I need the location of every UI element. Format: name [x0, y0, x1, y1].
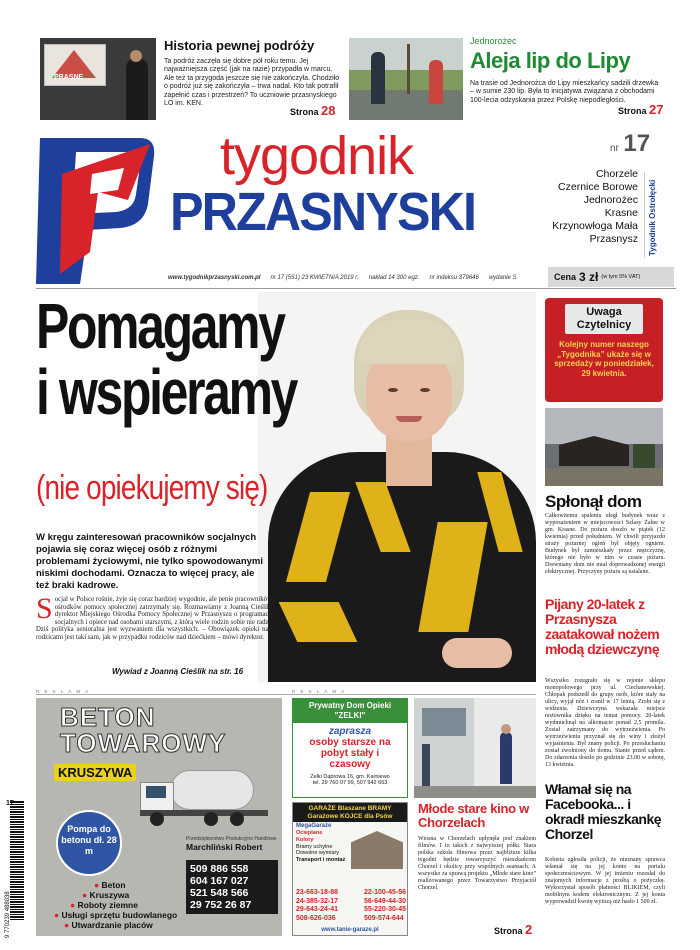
lead-photo	[258, 292, 536, 682]
price-label: Cena	[554, 272, 577, 282]
page-label: Strona	[618, 106, 647, 116]
ad-garaze[interactable]	[292, 802, 408, 936]
lead-footer[interactable]: Wywiad z Joanną Cieślik na str. 16	[112, 667, 244, 676]
garaze-item: Dowolne wymiary	[296, 850, 340, 857]
nr-label: nr	[610, 143, 619, 154]
notice-title: Uwaga Czytelnicy	[565, 304, 643, 334]
barcode	[6, 800, 28, 940]
phone[interactable]: 604 167 027	[190, 875, 249, 887]
side-logo-text: Tygodnik Ostrołęcki	[648, 179, 657, 256]
service-item: Roboty ziemne	[77, 900, 138, 910]
ad-garaze-url[interactable]: www.tanie-garaze.pl	[321, 927, 379, 933]
price-vat: (w tym 5% VAT)	[601, 274, 641, 280]
pompa-text: Pompa do betonu dł. 28 m	[61, 824, 117, 856]
town: Chorzele	[595, 168, 638, 180]
notice-box	[545, 298, 663, 402]
phone[interactable]: 509 886 558	[190, 863, 249, 875]
fire-photo	[545, 408, 663, 486]
bullet-icon: ●	[70, 900, 76, 910]
barcode-issue: 17	[6, 800, 14, 807]
nr-value: 17	[623, 130, 651, 157]
teaser-right-title[interactable]: Aleja lip do Lipy	[470, 48, 631, 73]
phone[interactable]: 29 752 26 87	[190, 899, 252, 911]
edition: wydanie S	[488, 275, 517, 281]
lead-body-text: ocjal w Polsce rośnie, żyje się coraz bardziej wygodnie, ale penie pracowników ośrodków pomocy społecznej zatrzymały się. Rozmawiamy z Joanną Cieślik, dyrektor Miejskiego Ośrodka Pomocy Społecznej w Przasnyszu o programach socjalnych i opiece nad osobami starszymi, z którą wiele rodzin sobie nie radzi. Dziś polityka senioralna jest wyzwaniem dla wszystkich. – Obowiązek opieki nad rodzicami jest taki sam, jak w przypadku rodziców nad dziećkiem – mówi dyrektor.	[36, 596, 272, 641]
garaze-item: Kolory	[296, 836, 314, 843]
masthead-rule	[36, 288, 676, 289]
ad-beton-title-1: BETON	[60, 702, 156, 732]
teaser-left-text: Ta podróż zaczęła się dobre pół roku temu. Jej najważniejsza część (jak na razie) przypadła w marcu. Ale też ta przygoda jeszcze się nie zakończyła. Chodziło o podróż już się zakończyła – trwa nadal. Kto tak potrafił zapełnić czas i przestrzeń? To uczniowie przasnyskiego LO im. KEN.	[164, 58, 340, 108]
ad-label-right: R E K L A M A	[292, 689, 347, 694]
town: Przasnysz	[589, 233, 638, 245]
masthead-title-top: tygodnik	[220, 126, 414, 186]
company-name: Marchliński Robert	[186, 842, 263, 852]
price-box	[548, 267, 674, 287]
slide-text: PRASNE	[54, 74, 84, 81]
town: Czernice Borowe	[558, 181, 638, 193]
info-bar	[168, 272, 544, 284]
page-number: 28	[321, 103, 336, 118]
phone[interactable]: 56-649-44-30	[363, 897, 406, 905]
lead-headline-1: Pomagamy	[36, 290, 284, 362]
print-run: nakład 14 300 egz.	[368, 275, 420, 281]
phone[interactable]: 23-663-18-88	[296, 889, 339, 896]
phone[interactable]: 508-626-036	[296, 914, 336, 922]
page-label: Strona	[290, 107, 319, 117]
phone[interactable]: 29-643-24-41	[296, 906, 339, 913]
ad-beton-kruszywa: KRUSZYWA	[54, 764, 136, 781]
service-item: Utwardzanie placów	[71, 920, 153, 930]
teaser-left-page	[290, 103, 336, 118]
teaser-right-text: Na trasie od Jednorożca do Lipy mieszkańcy sadzili drzewka – w sumie 230 lip. Była to inicjatywa związana z obchodami 100-lecia odzyskania przez Polskę niepodległości.	[470, 80, 659, 104]
phone[interactable]: 521 548 566	[190, 887, 249, 899]
ad-zelki-address: Zelki Dąbrowa 16, gm. Karniewo	[310, 774, 390, 780]
phone[interactable]: 55-220-30-45	[363, 906, 406, 913]
ad-zelki-text: osoby starsze na pobyt stały i czasowy	[309, 737, 391, 770]
fire-text: Całkowitemu spaleniu uległ budynek wraz z wyposażeniem w miejscowości Szlasy Żalne w gm. Krasne. Do pożaru doszło w piątek (12 kwietnia) przed południem. W chwili przyjazdu straży pożarnej ogień był objęty ogniem. Budynek był zamieszkały przez mężczyznę, którego nie było w nim w czasie pożaru. Drewniany dom nie miał doprowadzonej energii elektrycznej. Przyczyny pożaru są ustalane.	[545, 513, 665, 575]
garaze-item: Transport i montaż	[296, 857, 346, 864]
garaze-item: Ocieplane	[296, 830, 323, 836]
company-small: Przedsiębiorstwo Produkcyjno Handlowe	[186, 836, 277, 842]
bullet-icon: ●	[54, 910, 60, 920]
issue-number	[610, 130, 650, 158]
page-number: 2	[525, 922, 533, 937]
ad-beton-company	[186, 836, 278, 852]
service-item: Kruszywa	[89, 890, 130, 900]
lead-intro: W kręgu zainteresowań pracowników socjalnych pojawia się coraz więcej osób z różnymi problemami życiowymi, nie tylko spowodowanymi niskimi dochodami. Oznacza to więcej pracy, ale też braki kadrowe.	[36, 532, 263, 591]
kino-photo	[414, 698, 536, 798]
bullet-icon: ●	[94, 880, 100, 890]
side-logo	[644, 172, 662, 258]
ad-zelki-phones: tel. 29 760 07 99, 507 942 663	[312, 780, 388, 786]
page-number: 27	[649, 102, 664, 117]
page-label: Strona	[494, 926, 523, 936]
ad-beton[interactable]	[36, 698, 282, 936]
phone[interactable]: 509-574-644	[363, 914, 404, 922]
service-item: Beton	[101, 880, 126, 890]
teaser-right-kicker: Jednorożec	[470, 36, 517, 46]
kino-page	[494, 922, 532, 937]
bullet-icon: ●	[64, 920, 70, 930]
kino-title[interactable]: Młode stare kino w Chorzelach	[418, 801, 529, 830]
teaser-left-title[interactable]: Historia pewnej podróży	[164, 38, 315, 53]
phone[interactable]: 22-100-45-56	[363, 889, 406, 896]
kino-text: Wiosna w Chorzelach upłynęła pod znakiem filmów. I to takich z najwyższej półki. Stara polska szkoła filmowa przez najbliższe kilka tygodni będzie towarzyszyć mieszkańcom Chorzel i okolicy przy wspólnych seansach. A wszystko za sprawą projektu „Młode stare kino” realizowanego przez Towarzystwo Przyjaciół Chorzel.	[418, 836, 536, 891]
site-url[interactable]: www.tygodnikprzasnyski.com.pl	[168, 275, 261, 281]
lead-headline-2: i wspieramy	[36, 356, 297, 428]
notice-text: Kolejny numer naszego „Tygodnika” ukaże się w sprzedaży w poniedziałek, 29 kwietnia.	[554, 340, 654, 378]
lead-dropcap: S	[36, 592, 53, 625]
ad-garaze-title: GARAŻE Blaszane BRAMY Garażowe KOJCE dla Psów	[293, 803, 407, 822]
town: Krzynowłoga Mała	[552, 220, 638, 232]
issue-info: nr 17 (551) 23 KWIETNIA 2019 r.	[270, 275, 359, 281]
ad-beton-services	[54, 880, 177, 930]
ad-zelki[interactable]	[292, 698, 408, 798]
masthead-title-bottom: PRZASNYSKI	[170, 182, 476, 242]
town: Jednorożec	[583, 194, 638, 206]
ad-beton-title-2: TOWAROWY	[60, 728, 227, 758]
ad-beton-phones	[186, 860, 278, 914]
price-value: 3 zł	[579, 270, 599, 284]
teaser-right-photo	[349, 38, 463, 120]
lead-subheadline: (nie opiekujemy się)	[36, 469, 268, 507]
service-item: Usługi sprzętu budowlanego	[61, 910, 178, 920]
towns-list	[520, 168, 638, 246]
fb-text: Kobieta zgłosiła policji, że nieznany sprawca włamał się na jej konto na portalu społecznościowym. W jej imieniu rozesłał do znajomych informacje z prośbą o pożyczkę. Wykorzystał sposób płatności BLIKIEM, czyli mobilnym kodem elektronicznym. Z jej konta wyprowadził kwotę wyższą niż hasło 1 500 zł.	[545, 857, 665, 905]
ad-zelki-title: Prywatny Dom Opieki "ZELKI"	[293, 699, 407, 723]
ad-label-left: R E K L A M A	[36, 689, 91, 694]
ad-zelki-zaprasza: zaprasza	[328, 726, 372, 737]
lead-body	[36, 592, 272, 642]
bullet-icon: ●	[82, 890, 88, 900]
teaser-left-photo	[40, 38, 156, 120]
knife-text: Wszystko rozegrało się w rejonie sklepu monopolowego przy ul. Ciechanowskiej. Chłopak podszedł do grupy osób, które stały na ulicy, wyjął nóż i zranił w 17 letnią. Zrobi się z widzenia. Dziewczyna wskazała miejsce nożownika dzięku na temat pomocy. 20-latek wydmuchnął na alkomacie ponad 2,5 promila. Został zatrzymany do wytrzeźwienia. Po wytrzeźwieniu przyznał się do winy i złożył wyjaśnienia. Był znany policji. Po przesłuchaniu został zwolniony do domu. Stanie przed sądem. Do zdarzenia doszło po godzinie 23.00 w sobotę, 13 kwietnia.	[545, 678, 665, 768]
knife-title[interactable]: Pijany 20-latek z Przasnysza zaatakował nożem młodą dziewczynę	[545, 596, 660, 657]
teaser-right-page	[618, 102, 664, 117]
ad-garaze-company: MegaGaraże	[296, 823, 332, 829]
garaze-item: Bramy uchylne	[296, 843, 333, 850]
fire-title[interactable]: Spłonął dom	[545, 492, 642, 511]
town: Krasne	[604, 207, 638, 219]
fb-title[interactable]: Włamał się na Facebooka... i okradł mieszkankę Chorzel	[545, 781, 662, 842]
ad-garaze-phones	[296, 889, 406, 923]
barcode-digits: 9 770239 488038	[5, 891, 11, 938]
ad-beton-pompa	[56, 810, 122, 876]
ads-rule	[36, 694, 536, 695]
phone[interactable]: 24-385-32-17	[296, 897, 339, 905]
index-number: nr indeksu 379646	[429, 275, 479, 281]
masthead-logo	[32, 134, 160, 286]
